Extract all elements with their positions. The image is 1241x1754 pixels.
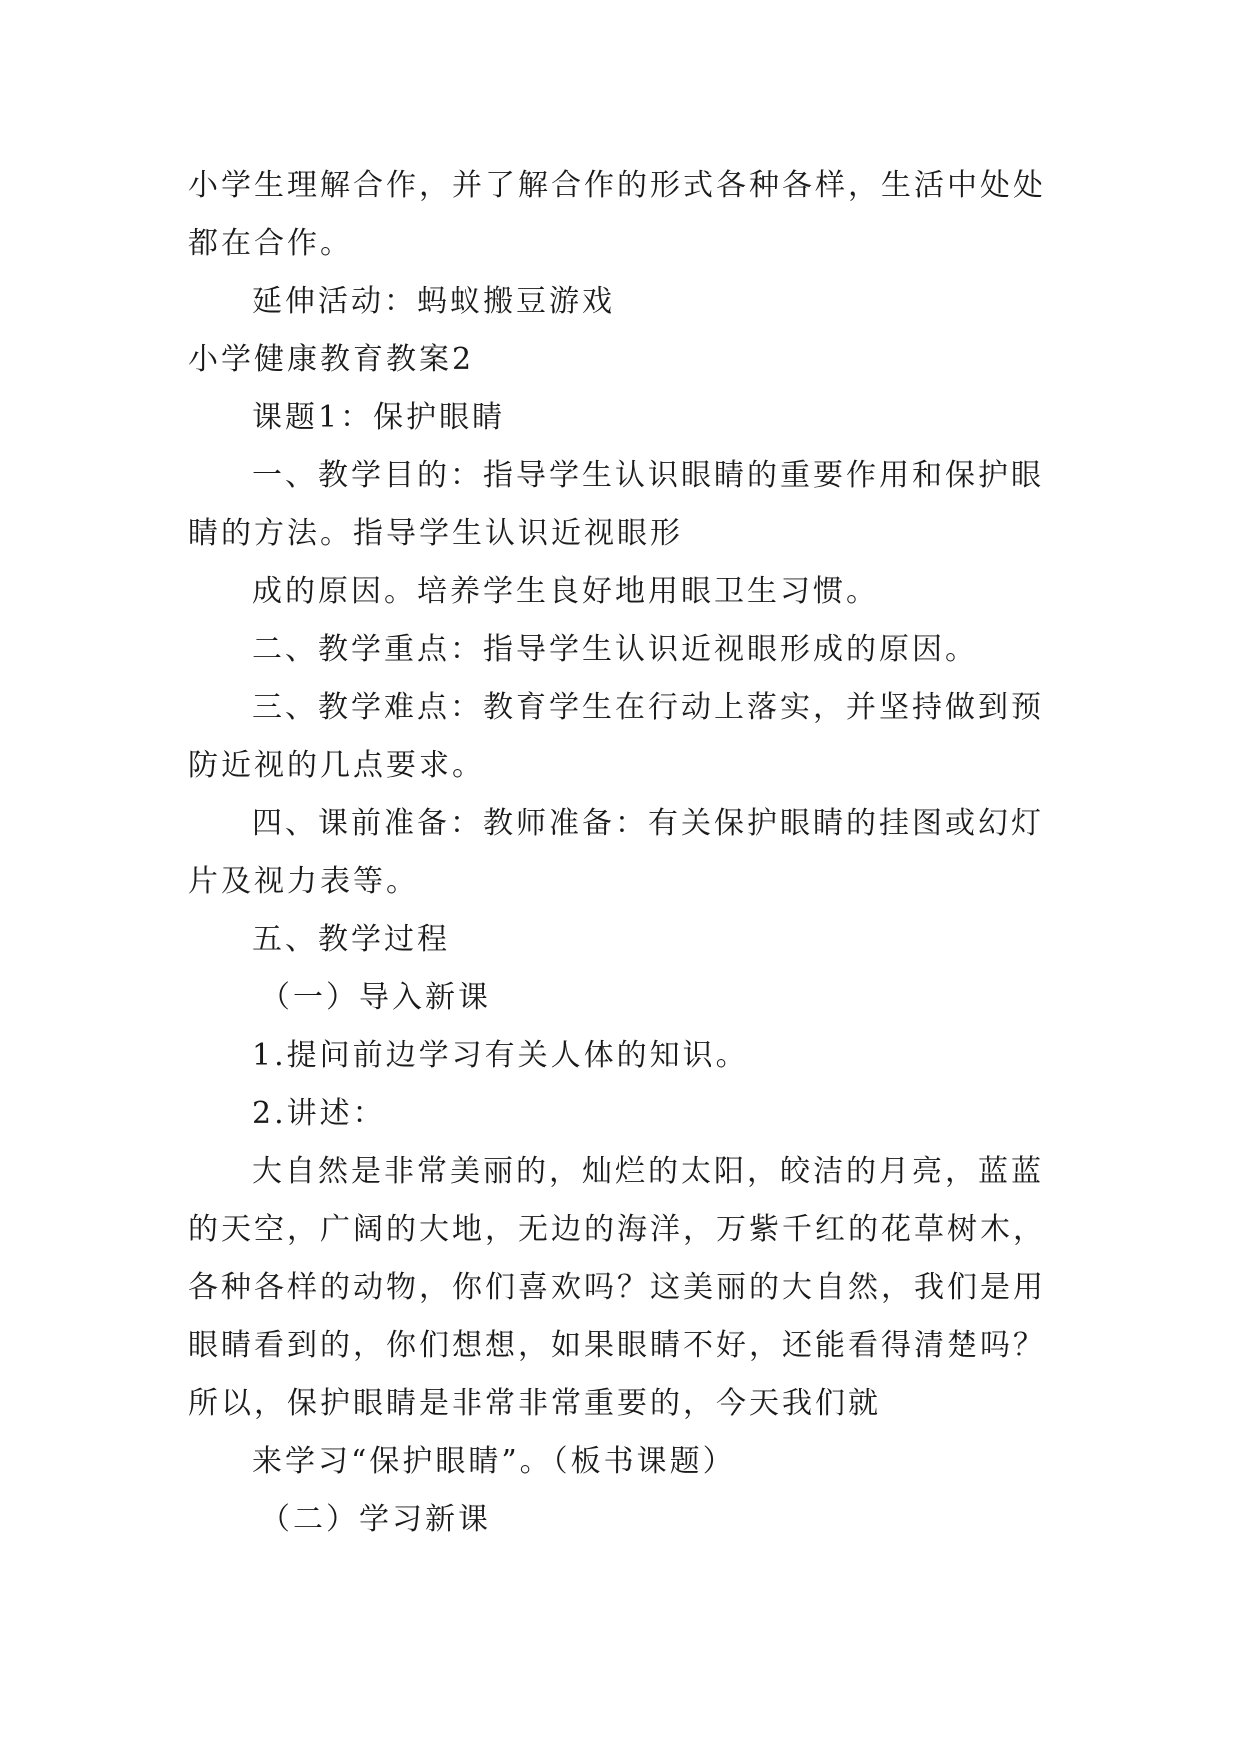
- text-line: 来学习“保护眼睛”。（板书课题）: [252, 1444, 736, 1479]
- text-line: 四、课前准备：教师准备：有关保护眼睛的挂图或幻灯: [252, 806, 1044, 841]
- text-line: 五、教学过程: [252, 922, 450, 957]
- subsection-heading: （一）导入新课: [260, 980, 491, 1015]
- text-line: 三、教学难点：教育学生在行动上落实，并坚持做到预: [252, 690, 1044, 725]
- text-line: 大自然是非常美丽的，灿烂的太阳，皎洁的月亮，蓝蓝: [252, 1154, 1044, 1189]
- text-line: 的天空，广阔的大地，无边的海洋，万紫千红的花草树木，: [188, 1212, 1046, 1247]
- text-line: 各种各样的动物，你们喜欢吗？这美丽的大自然，我们是用: [188, 1270, 1046, 1305]
- text-line: 片及视力表等。: [188, 864, 419, 899]
- text-line: 小学生理解合作，并了解合作的形式各种各样，生活中处处: [188, 168, 1046, 203]
- text-line: 所以，保护眼睛是非常非常重要的，今天我们就: [188, 1386, 881, 1421]
- subsection-heading: （二）学习新课: [260, 1502, 491, 1537]
- text-line: 延伸活动：蚂蚁搬豆游戏: [252, 284, 615, 319]
- lesson-title: 课题1：保护眼睛: [252, 400, 506, 435]
- text-line: 成的原因。培养学生良好地用眼卫生习惯。: [252, 574, 879, 609]
- text-line: 1.提问前边学习有关人体的知识。: [252, 1038, 749, 1073]
- text-line: 眼睛看到的，你们想想，如果眼睛不好，还能看得清楚吗？: [188, 1328, 1046, 1363]
- text-line: 防近视的几点要求。: [188, 748, 485, 783]
- text-line: 2.讲述：: [252, 1096, 386, 1131]
- text-line: 睛的方法。指导学生认识近视眼形: [188, 516, 683, 551]
- section-heading: 小学健康教育教案2: [188, 342, 475, 377]
- document-body: [188, 157, 1058, 1549]
- text-line: 一、教学目的：指导学生认识眼睛的重要作用和保护眼: [252, 458, 1044, 493]
- text-line: 都在合作。: [188, 226, 353, 261]
- text-line: 二、教学重点：指导学生认识近视眼形成的原因。: [252, 632, 978, 667]
